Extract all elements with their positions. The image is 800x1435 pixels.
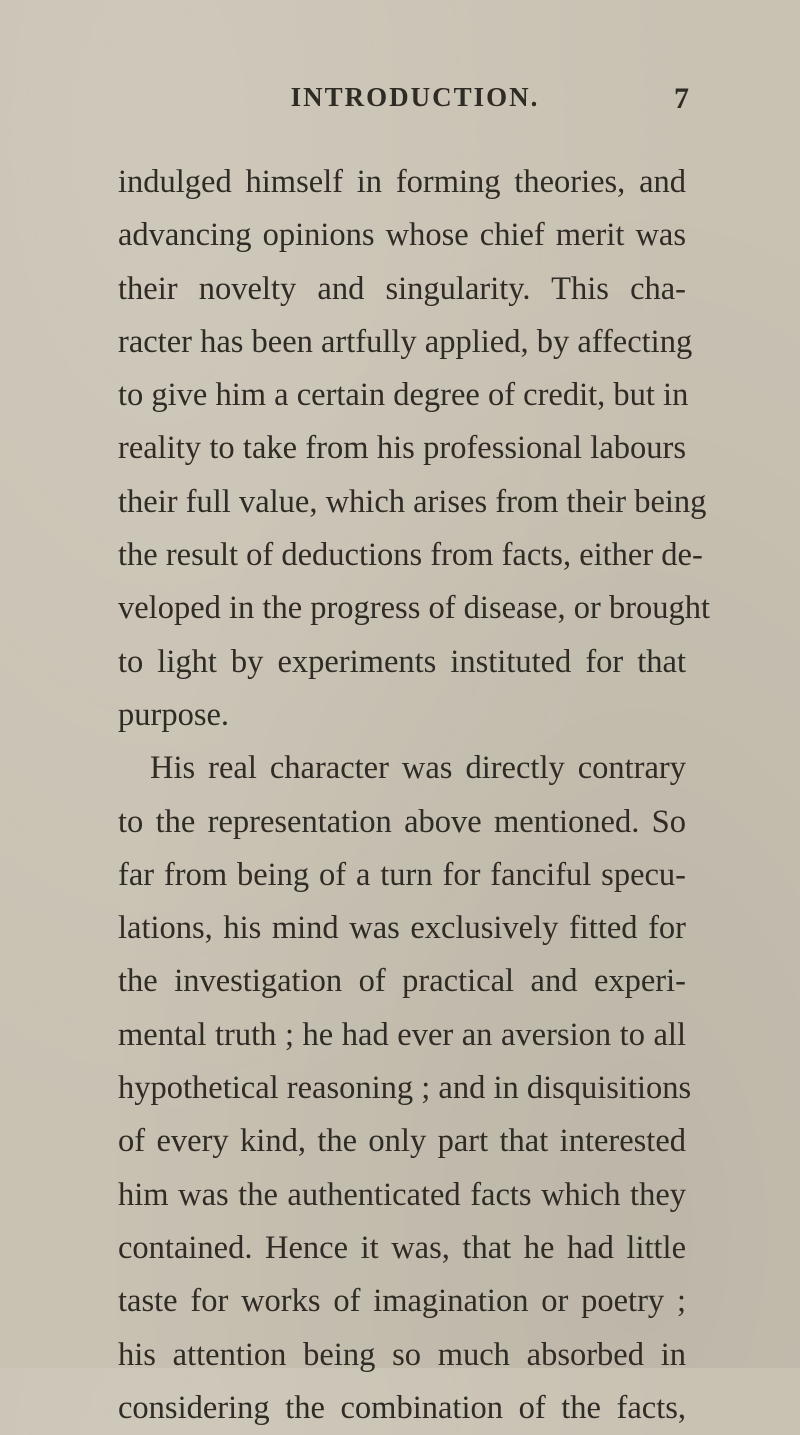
text-line: to light by experiments instituted for that — [118, 643, 686, 680]
text-line: their full value, which arises from their being — [118, 483, 707, 520]
text-line: mental truth ; he had ever an aversion to all — [118, 1016, 686, 1053]
text-line: veloped in the progress of disease, or brought — [118, 590, 711, 627]
text-line: advancing opinions whose chief merit was — [118, 217, 686, 254]
text-line: the investigation of practical and experi- — [118, 963, 686, 1000]
text-line: to the representation above mentioned. So — [118, 803, 686, 840]
text-line: the result of deductions from facts, either de- — [118, 537, 703, 574]
text-line: indulged himself in forming theories, and — [118, 164, 686, 200]
text-line: to give him a certain degree of credit, but in — [118, 377, 689, 414]
body-text — [118, 156, 711, 1435]
text-line: far from being of a turn for fanciful specu- — [118, 856, 686, 893]
text-line: of every kind, the only part that interested — [118, 1123, 686, 1160]
paragraph-start-line: His real character was directly contrary — [150, 750, 686, 787]
chapter-title: INTRODUCTION. — [290, 82, 540, 112]
text-line: reality to take from his professional labours — [118, 430, 686, 467]
text-line: lations, his mind was exclusively fitted for — [118, 910, 686, 947]
text-line: racter has been artfully applied, by affecting — [118, 323, 693, 360]
text-line: hypothetical reasoning ; and in disquisitions — [118, 1070, 692, 1107]
text-line: contained. Hence it was, that he had little — [118, 1229, 686, 1266]
text-line: his attention being so much absorbed in — [118, 1336, 686, 1373]
page-number: 7 — [674, 82, 689, 115]
paragraph-end-line: purpose. — [118, 696, 230, 733]
text-line: considering the combination of the facts, — [118, 1389, 686, 1426]
text-line: taste for works of imagination or poetry ; — [118, 1283, 686, 1320]
running-head — [0, 82, 800, 122]
text-line: him was the authenticated facts which they — [118, 1176, 686, 1213]
text-line: their novelty and singularity. This cha- — [118, 270, 686, 307]
